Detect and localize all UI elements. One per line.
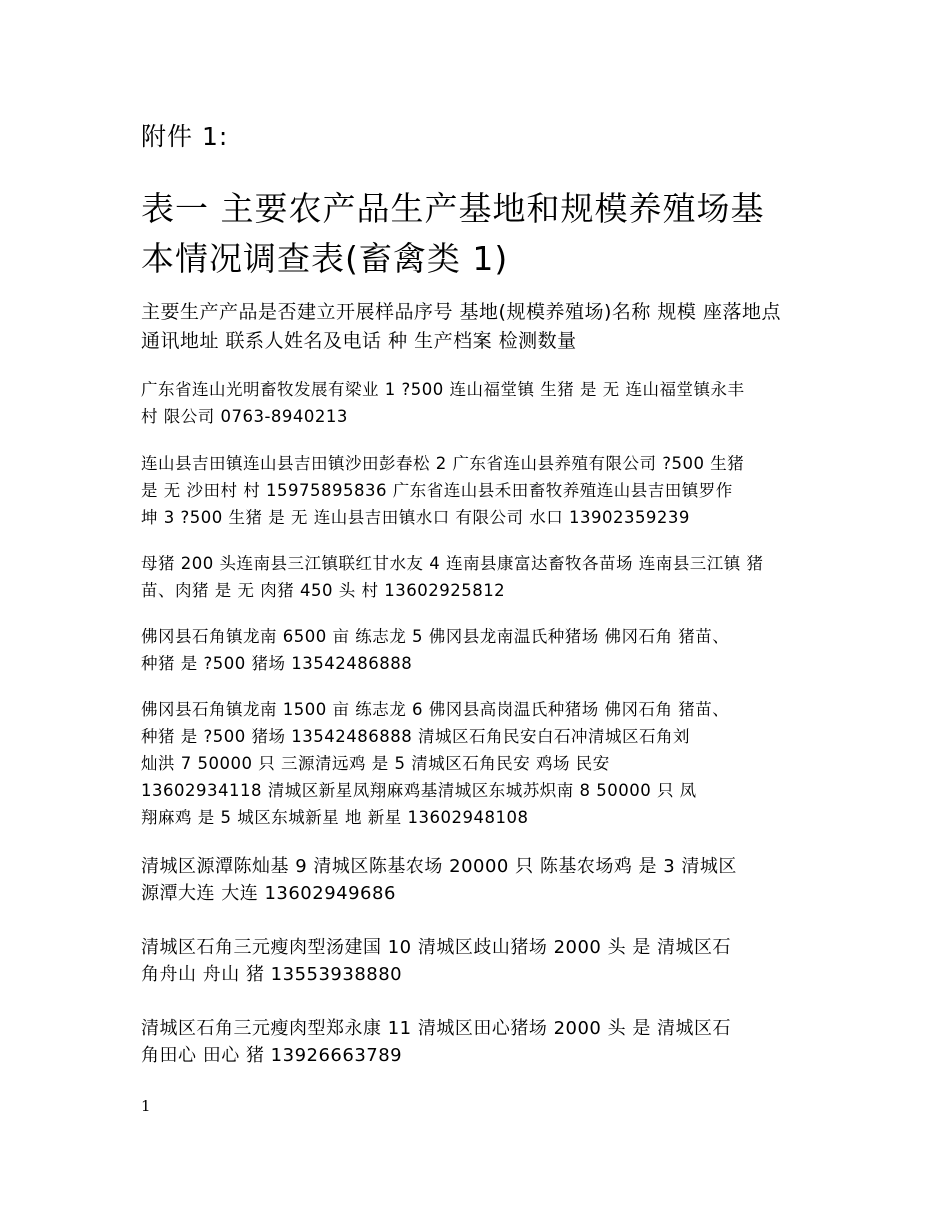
table-header-text	[141, 298, 813, 356]
page-number: 1	[141, 1097, 151, 1115]
record-line: 种猪 是 ?500 猪场 13542486888	[141, 654, 413, 673]
record-block	[141, 623, 813, 677]
record-block	[141, 853, 813, 907]
header-line: 通讯地址 联系人姓名及电话 种 生产档案 检测数量	[141, 330, 577, 352]
record-block	[141, 1015, 813, 1069]
record-line: 佛冈县石角镇龙南 1500 亩 练志龙 6 佛冈县高岗温氏种猪场 佛冈石角 猪苗、	[141, 700, 730, 719]
record-line: 灿洪 7 50000 只 三源清远鸡 是 5 清城区石角民安 鸡场 民安	[141, 754, 610, 773]
record-line: 母猪 200 头连南县三江镇联红甘水友 4 连南县康富达畜牧各苗场 连南县三江镇 猪	[141, 554, 764, 573]
header-line: 主要生产产品是否建立开展样品序号 基地(规模养殖场)名称 规模 座落地点	[141, 301, 781, 323]
record-block	[141, 376, 813, 430]
record-line: 清城区石角三元瘦肉型郑永康 11 清城区田心猪场 2000 头 是 清城区石	[141, 1018, 732, 1039]
record-line: 角田心 田心 猪 13926663789	[141, 1045, 403, 1066]
record-line: 翔麻鸡 是 5 城区东城新星 地 新星 13602948108	[141, 808, 529, 827]
record-block	[141, 696, 813, 831]
record-block	[141, 934, 813, 988]
record-line: 源潭大连 大连 13602949686	[141, 883, 396, 904]
document-title	[141, 184, 813, 284]
record-line: 角舟山 舟山 猪 13553938880	[141, 964, 403, 985]
record-line: 是 无 沙田村 村 15975895836 广东省连山县禾田畜牧养殖连山县吉田镇罗作	[141, 481, 733, 500]
record-line: 苗、肉猪 是 无 肉猪 450 头 村 13602925812	[141, 581, 506, 600]
record-line: 广东省连山光明畜牧发展有梁业 1 ?500 连山福堂镇 生猪 是 无 连山福堂镇永丰	[141, 380, 745, 399]
record-line: 清城区石角三元瘦肉型汤建国 10 清城区歧山猪场 2000 头 是 清城区石	[141, 937, 732, 958]
record-line: 种猪 是 ?500 猪场 13542486888 清城区石角民安白石冲清城区石角刘	[141, 727, 690, 746]
record-block	[141, 550, 813, 604]
record-line: 村 限公司 0763-8940213	[141, 407, 348, 426]
record-line: 13602934118 清城区新星凤翔麻鸡基清城区东城苏炽南 8 50000 只 凤	[141, 781, 697, 800]
record-line: 清城区源潭陈灿基 9 清城区陈基农场 20000 只 陈基农场鸡 是 3 清城区	[141, 856, 737, 877]
title-line: 本情况调查表(畜禽类 1)	[141, 239, 509, 278]
record-line: 连山县吉田镇连山县吉田镇沙田彭春松 2 广东省连山县养殖有限公司 ?500 生猪	[141, 454, 745, 473]
title-line: 表一 主要农产品生产基地和规模养殖场基	[141, 189, 765, 228]
record-line: 佛冈县石角镇龙南 6500 亩 练志龙 5 佛冈县龙南温氏种猪场 佛冈石角 猪苗、	[141, 627, 730, 646]
annex-label: 附件 1:	[141, 122, 229, 151]
record-block	[141, 450, 813, 531]
record-line: 坤 3 ?500 生猪 是 无 连山县吉田镇水口 有限公司 水口 13902359239	[141, 508, 690, 527]
